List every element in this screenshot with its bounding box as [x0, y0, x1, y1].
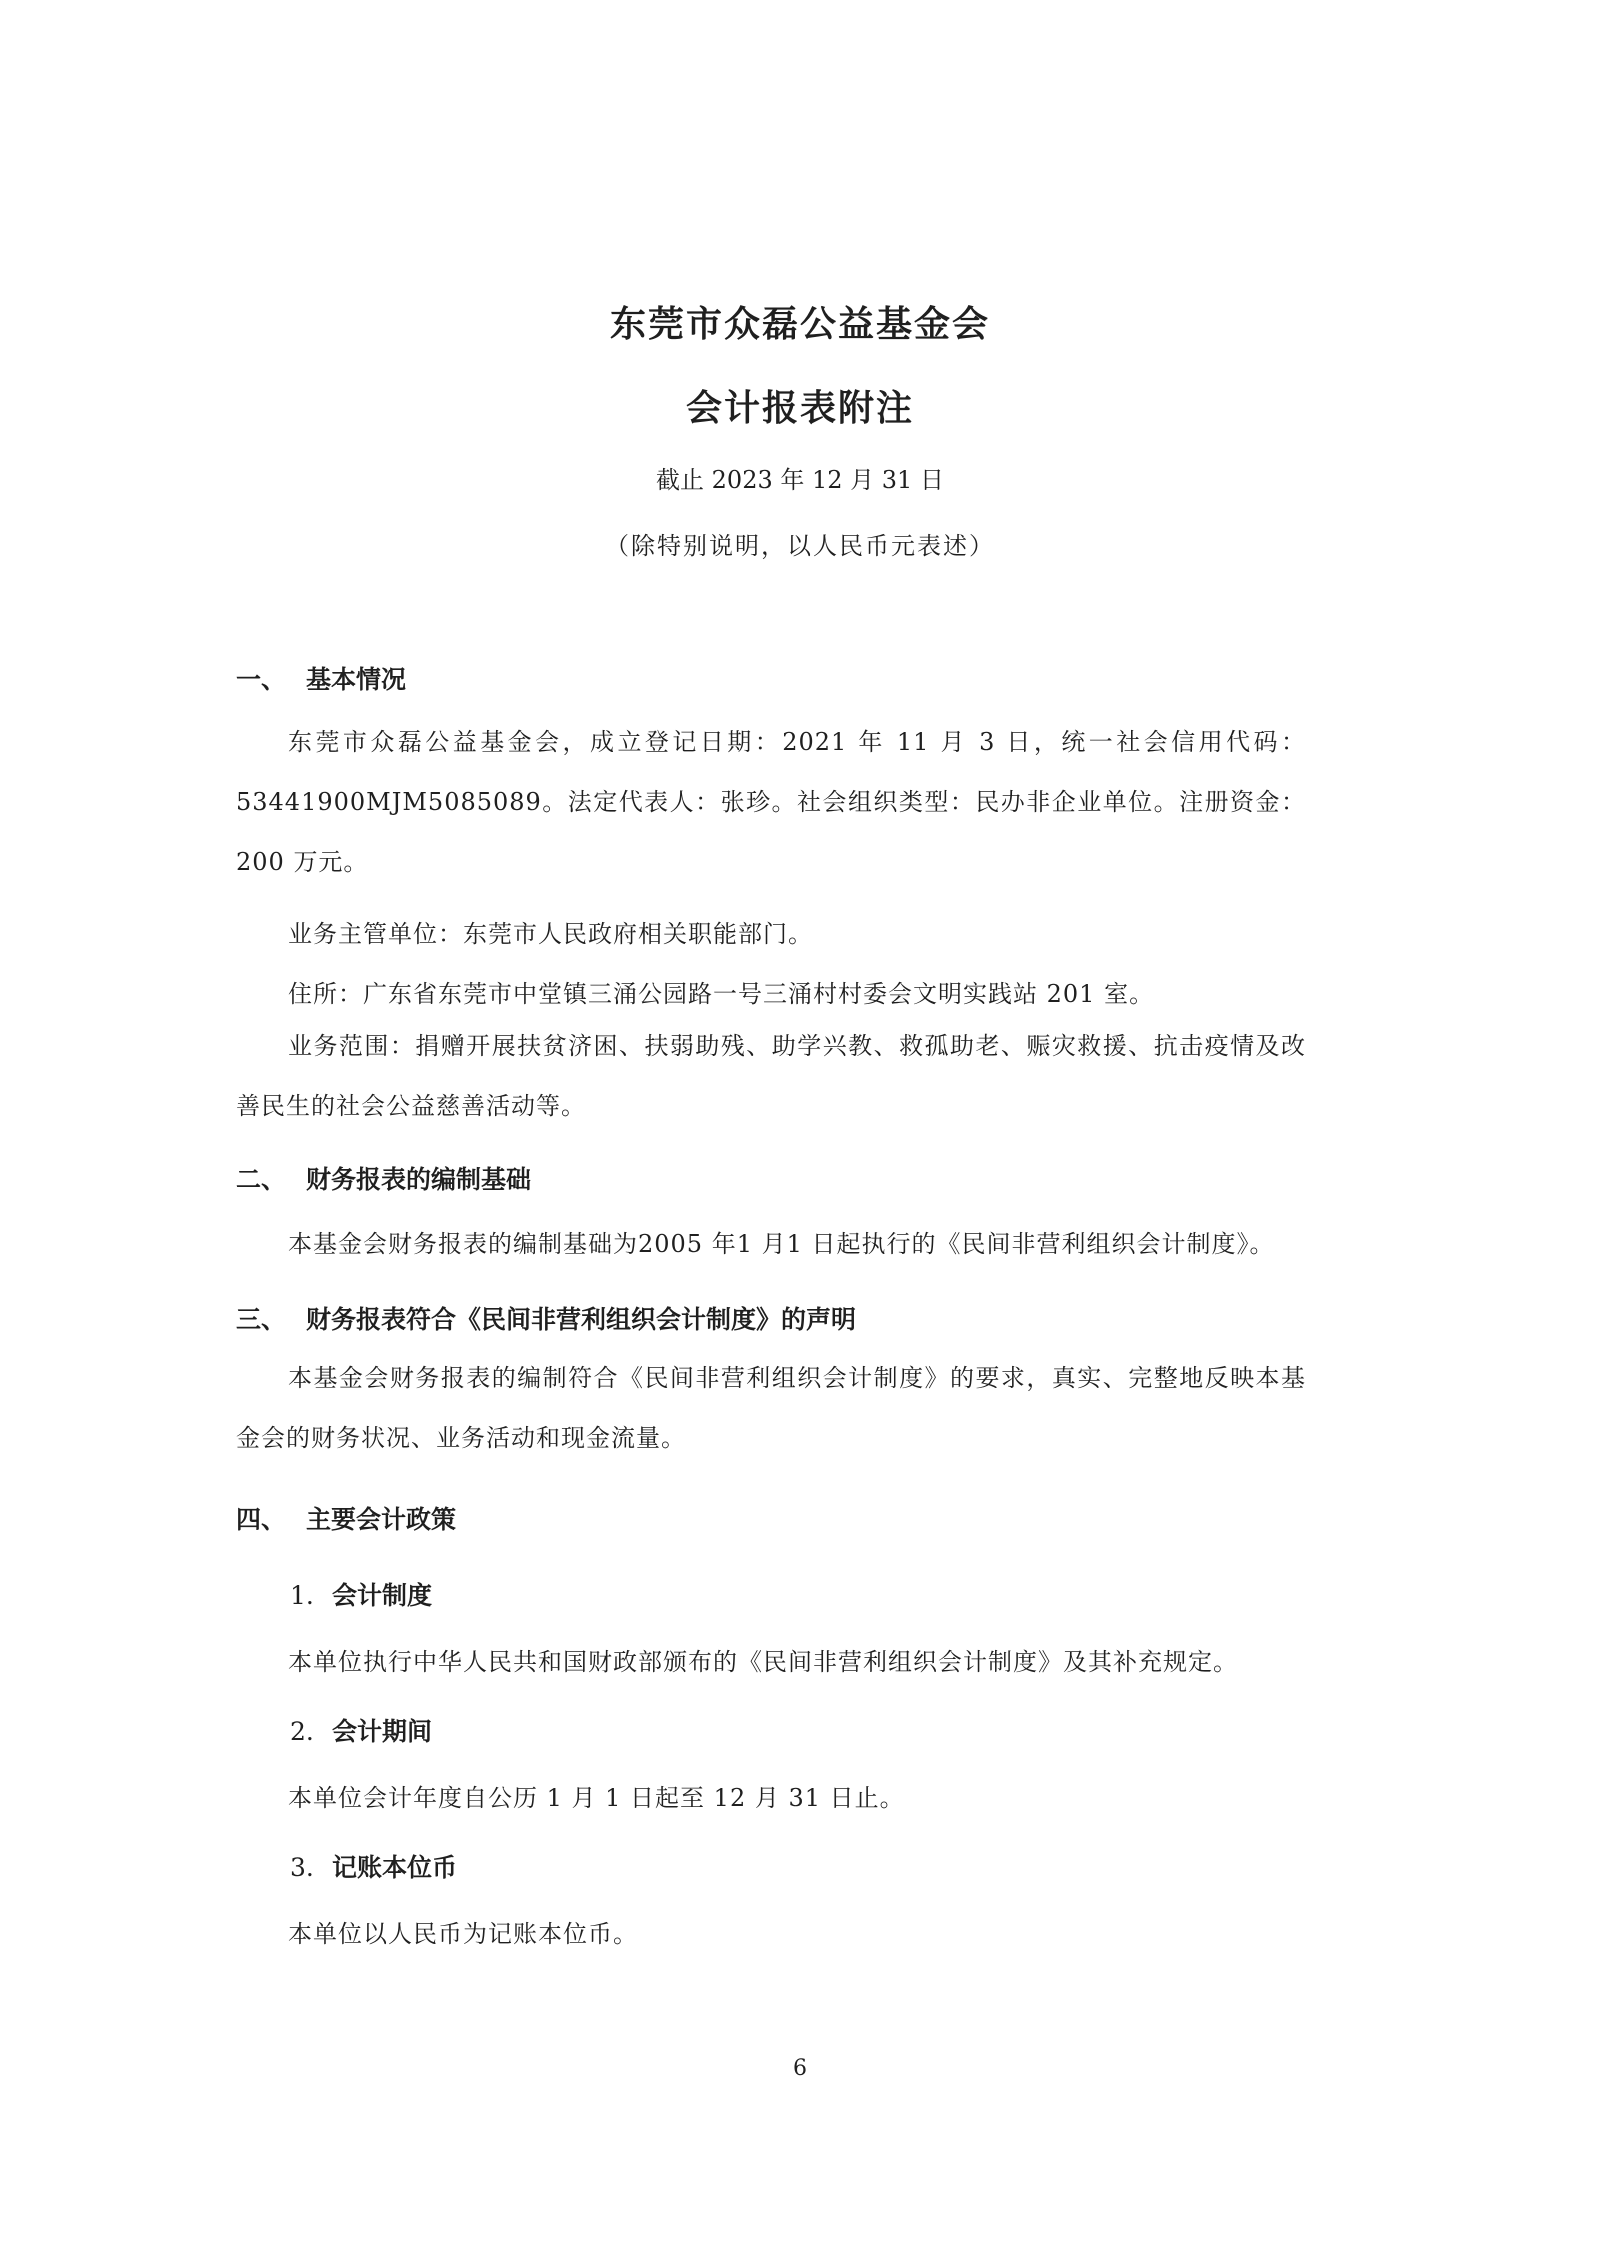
page-number: 6 — [793, 2056, 807, 2081]
subsection-number: 3. — [290, 1853, 314, 1882]
document-title: 东莞市众磊公益基金会 — [609, 303, 990, 345]
currency-line: 本单位以人民币为记账本位币。 — [288, 1920, 638, 1948]
subsection-heading-accounting-system — [290, 1576, 432, 1612]
basic-info-paragraph: 东莞市众磊公益基金会，成立登记日期：2021 年 11 月 3 日，统一社会信用代码：53441900MJM5085089。法定代表人：张珍。社会组织类型：民办非企业单位。注册资金：200 万元。 — [236, 728, 1306, 876]
subsection-heading-currency — [290, 1848, 457, 1884]
subsection-number: 1. — [290, 1581, 314, 1610]
supervising-unit-line: 业务主管单位：东莞市人民政府相关职能部门。 — [288, 920, 813, 948]
section-number: 三、 — [236, 1305, 287, 1334]
compliance-paragraph: 本基金会财务报表的编制符合《民间非营利组织会计制度》的要求，真实、完整地反映本基金会的财务状况、业务活动和现金流量。 — [236, 1364, 1306, 1452]
section-title: 财务报表的编制基础 — [306, 1165, 532, 1194]
currency-note: （除特别说明，以人民币元表述） — [605, 532, 995, 560]
section-heading-compliance — [236, 1300, 856, 1336]
accounting-period-line: 本单位会计年度自公历 1 月 1 日起至 12 月 31 日止。 — [288, 1784, 905, 1812]
section-heading-basic-info — [236, 660, 406, 696]
address-line: 住所：广东省东莞市中堂镇三涌公园路一号三涌村村委会文明实践站 201 室。 — [288, 980, 1155, 1008]
section-number: 一、 — [236, 665, 287, 694]
subsection-number: 2. — [290, 1717, 314, 1746]
section-number: 二、 — [236, 1165, 287, 1194]
section-title: 基本情况 — [306, 665, 407, 694]
document-subtitle: 会计报表附注 — [685, 387, 914, 429]
subsection-title: 会计期间 — [332, 1717, 433, 1746]
subsection-heading-accounting-period — [290, 1712, 432, 1748]
section-heading-accounting-policies — [236, 1500, 456, 1536]
subsection-title: 记账本位币 — [332, 1853, 458, 1882]
section-heading-prep-basis — [236, 1160, 531, 1196]
section-number: 四、 — [236, 1505, 287, 1534]
report-date: 截止 2023 年 12 月 31 日 — [656, 466, 944, 494]
accounting-system-line: 本单位执行中华人民共和国财政部颁布的《民间非营利组织会计制度》及其补充规定。 — [288, 1648, 1238, 1676]
prep-basis-line: 本基金会财务报表的编制基础为2005 年1 月1 日起执行的《民间非营利组织会计制度》。 — [288, 1230, 1275, 1258]
business-scope-paragraph: 业务范围：捐赠开展扶贫济困、扶弱助残、助学兴教、救孤助老、赈灾救援、抗击疫情及改善民生的社会公益慈善活动等。 — [236, 1032, 1306, 1120]
subsection-title: 会计制度 — [332, 1581, 433, 1610]
section-title: 财务报表符合《民间非营利组织会计制度》的声明 — [306, 1305, 857, 1334]
section-title: 主要会计政策 — [306, 1505, 457, 1534]
